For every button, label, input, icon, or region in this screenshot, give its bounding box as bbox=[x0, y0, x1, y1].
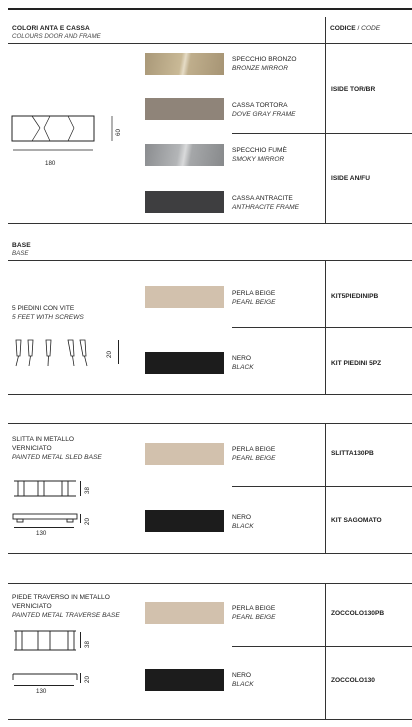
traverse-height-line bbox=[80, 673, 81, 683]
option-name-en: PEARL BEIGE bbox=[232, 614, 276, 621]
traverse-label-line2: VERNICIATO bbox=[12, 603, 52, 610]
swatch-anthracite-frame bbox=[145, 191, 224, 213]
sled-height-line bbox=[80, 514, 81, 523]
product-code: KIT5PIEDINIPB bbox=[331, 293, 379, 300]
sled-height-dimension: 38 bbox=[84, 487, 91, 494]
option-name-en: ANTHRACITE FRAME bbox=[232, 204, 300, 211]
feet-drawing bbox=[12, 336, 104, 370]
option-name: CASSA ANTRACITE bbox=[232, 195, 293, 202]
code-label-separator: / bbox=[355, 25, 362, 32]
sled-width-dimension: 130 bbox=[36, 530, 47, 537]
option-label-dove-gray-frame bbox=[232, 101, 296, 119]
option-name: CASSA TORTORA bbox=[232, 102, 288, 109]
swatch-smoky-mirror bbox=[145, 144, 224, 166]
swatch-black bbox=[145, 669, 224, 691]
header-rule bbox=[8, 43, 412, 44]
traverse-height-dimension: 38 bbox=[84, 641, 91, 648]
base-subtitle: BASE bbox=[12, 250, 29, 257]
product-code: ISIDE TOR/BR bbox=[331, 86, 376, 93]
traverse-height-line bbox=[80, 632, 81, 648]
option-name-en: SMOKY MIRROR bbox=[232, 156, 285, 163]
code-label-en: CODE bbox=[361, 25, 381, 32]
code-divider bbox=[325, 423, 326, 553]
option-name-en: PEARL BEIGE bbox=[232, 299, 276, 306]
option-name: PERLA BEIGE bbox=[232, 446, 276, 453]
product-code: KIT PIEDINI 5PZ bbox=[331, 360, 382, 367]
sled-label-en: PAINTED METAL SLED BASE bbox=[12, 454, 102, 461]
option-name-en: BLACK bbox=[232, 523, 254, 530]
feet-label bbox=[12, 304, 84, 322]
option-name: PERLA BEIGE bbox=[232, 290, 276, 297]
feet-label-en: 5 FEET WITH SCREWS bbox=[12, 314, 84, 321]
code-divider bbox=[325, 583, 326, 719]
option-name: NERO bbox=[232, 355, 252, 362]
option-name: SPECCHIO BRONZO bbox=[232, 56, 297, 63]
option-name: NERO bbox=[232, 514, 252, 521]
option-label-black bbox=[232, 513, 254, 531]
option-label-pearl-beige bbox=[232, 445, 276, 463]
option-label-pearl-beige bbox=[232, 604, 276, 622]
top-rule bbox=[8, 8, 412, 10]
option-name-en: BRONZE MIRROR bbox=[232, 65, 289, 72]
traverse-width-dimension: 130 bbox=[36, 688, 47, 695]
option-name: NERO bbox=[232, 672, 252, 679]
swatch-pearl-beige bbox=[145, 602, 224, 624]
section-rule bbox=[8, 260, 412, 261]
sled-label bbox=[12, 435, 102, 462]
door-width-dimension: 180 bbox=[45, 160, 56, 167]
swatch-dove-gray-frame bbox=[145, 98, 224, 120]
traverse-label-line1: PIEDE TRAVERSO IN METALLO bbox=[12, 594, 110, 601]
option-label-black bbox=[232, 671, 254, 689]
section-title: COLORI ANTA E CASSA bbox=[12, 25, 90, 32]
option-name-en: DOVE GRAY FRAME bbox=[232, 111, 296, 118]
section-rule bbox=[8, 423, 412, 424]
row-divider bbox=[232, 133, 412, 134]
section-rule bbox=[8, 394, 412, 395]
code-column-header bbox=[330, 25, 380, 32]
traverse-label bbox=[12, 593, 120, 620]
product-code: ISIDE AN/FU bbox=[331, 175, 370, 182]
traverse-label-en: PAINTED METAL TRAVERSE BASE bbox=[12, 612, 120, 619]
feet-height-dimension: 20 bbox=[106, 351, 113, 358]
door-front-drawing bbox=[10, 112, 122, 174]
section-rule bbox=[8, 223, 412, 224]
product-code: SLITTA130PB bbox=[331, 450, 374, 457]
option-label-bronze-mirror bbox=[232, 55, 296, 73]
option-label-pearl-beige bbox=[232, 289, 276, 307]
option-label-smoky-mirror bbox=[232, 146, 287, 164]
traverse-width-line bbox=[14, 685, 74, 686]
bottom-rule bbox=[8, 719, 412, 720]
code-label: CODICE bbox=[330, 25, 356, 32]
section-subtitle: COLOURS DOOR AND FRAME bbox=[12, 33, 101, 40]
swatch-pearl-beige bbox=[145, 286, 224, 308]
header-divider bbox=[325, 17, 326, 43]
sled-width-line bbox=[14, 527, 74, 528]
feet-height-line bbox=[118, 340, 119, 364]
option-name-en: BLACK bbox=[232, 681, 254, 688]
option-label-black bbox=[232, 354, 254, 372]
option-name-en: BLACK bbox=[232, 364, 254, 371]
section-rule bbox=[8, 553, 412, 554]
sled-height-line bbox=[80, 481, 81, 496]
sled-label-line1: SLITTA IN METALLO bbox=[12, 436, 75, 443]
option-name-en: PEARL BEIGE bbox=[232, 455, 276, 462]
swatch-pearl-beige bbox=[145, 443, 224, 465]
sled-height-dimension: 20 bbox=[84, 518, 91, 525]
base-title: BASE bbox=[12, 242, 31, 249]
row-divider bbox=[232, 486, 412, 487]
product-code: ZOCCOLO130 bbox=[331, 677, 375, 684]
row-divider bbox=[232, 646, 412, 647]
option-name: PERLA BEIGE bbox=[232, 605, 276, 612]
feet-label-it: 5 PIEDINI CON VITE bbox=[12, 305, 75, 312]
section-rule bbox=[8, 583, 412, 584]
product-code: ZOCCOLO130PB bbox=[331, 610, 385, 617]
row-divider bbox=[232, 327, 412, 328]
traverse-height-dimension: 20 bbox=[84, 676, 91, 683]
swatch-black bbox=[145, 352, 224, 374]
swatch-black bbox=[145, 510, 224, 532]
swatch-bronze-mirror bbox=[145, 53, 224, 75]
sled-label-line2: VERNICIATO bbox=[12, 445, 52, 452]
option-label-anthracite-frame bbox=[232, 194, 299, 212]
option-name: SPECCHIO FUMÈ bbox=[232, 147, 287, 154]
door-height-dimension: 60 bbox=[115, 129, 122, 136]
product-code: KIT SAGOMATO bbox=[331, 517, 382, 524]
